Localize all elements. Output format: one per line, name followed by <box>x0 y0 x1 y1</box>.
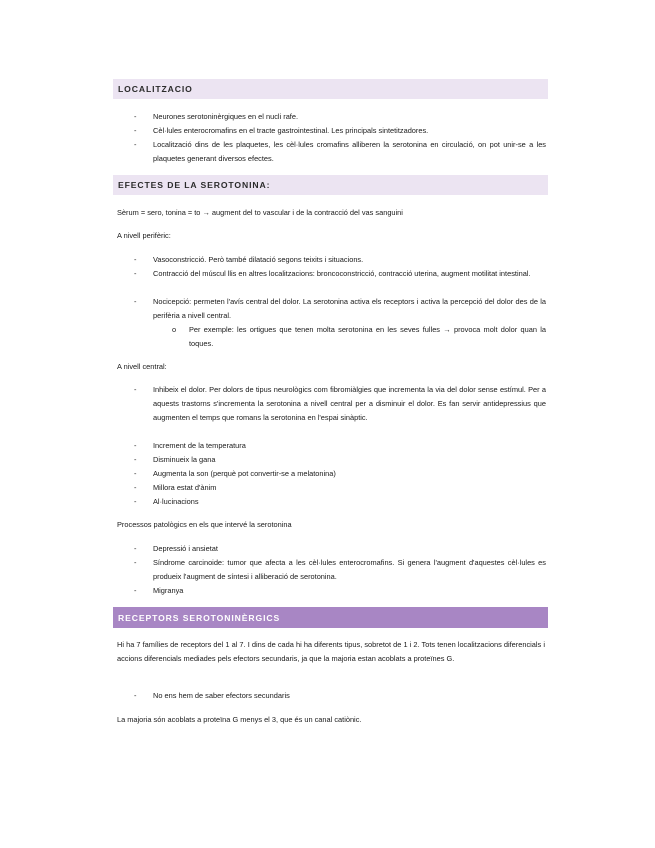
list-item: Millora estat d'ànim <box>153 483 217 492</box>
bullet: - <box>134 297 137 306</box>
list-item: Neurones serotoninèrgiques en el nucli rafe. <box>153 112 299 121</box>
list-item: Augmenta la son (perquè pot convertir-se a melatonina) <box>153 469 336 478</box>
etymology-text: Sèrum = sero, tonina = to <box>117 208 203 217</box>
example-text: provoca molt dolor quan la toques. <box>189 325 546 348</box>
sub-list-item <box>189 323 546 351</box>
etymology-text: augment del to vascular i de la contracció del vas sanguini <box>209 208 403 217</box>
subheading-patologics: Processos patològics en els que intervé la serotonina <box>117 520 292 529</box>
list-item: Síndrome carcinoide: tumor que afecta a les cèl·lules enterocromafins. Si genera l'augment d'aquestes cèl·lules es produeix l'augment de síntesi i alliberació de serotonina. <box>153 558 546 581</box>
example-text: Per exemple: les ortigues que tenen molta serotonina en les seves fulles <box>189 325 444 334</box>
list-item: Migranya <box>153 586 184 595</box>
bullet: - <box>134 497 137 506</box>
bullet: - <box>134 483 137 492</box>
bullet: - <box>134 112 137 121</box>
list-item: Al·lucinacions <box>153 497 199 506</box>
bullet: - <box>134 455 137 464</box>
section-header-receptors <box>113 607 548 628</box>
arrow-right-icon: → <box>443 325 451 334</box>
bullet: - <box>134 441 137 450</box>
list-item: Localització dins de les plaquetes, les cèl·lules cromafins alliberen la serotonina en circulació, on pot unir-se a les plaquetes generant diversos efectes. <box>153 140 546 163</box>
bullet: - <box>134 140 137 149</box>
etymology-line <box>117 206 403 220</box>
bullet: - <box>134 269 137 278</box>
subheading-periferic: A nivell perifèric: <box>117 231 171 240</box>
section-title: LOCALITZACIO <box>118 84 193 94</box>
list-item: Inhibeix el dolor. Per dolors de tipus neurològics com fibromiàlgies que incrementa la via del dolor sense estímul. Per a aquests trastorns s'incrementa la serotonina a nivell central per a disminuir el dolor. Es fan servir antidepressius que augmenten el temps que romans la serotonina en l'espai sinàptic. <box>153 385 546 422</box>
list-item: Contracció del múscul llis en altres localitzacions: broncoconstricció, contracció uterina, augment motilitat intestinal. <box>153 269 531 278</box>
list-item: Cèl·lules enterocromafins en el tracte gastrointestinal. Les principals sintetitzadores. <box>153 126 429 135</box>
bullet: - <box>134 586 137 595</box>
bullet: - <box>134 126 137 135</box>
bullet: - <box>134 255 137 264</box>
sub-bullet: o <box>172 325 177 334</box>
bullet: - <box>134 385 137 394</box>
arrow-right-icon: → <box>202 208 210 217</box>
list-item: Increment de la temperatura <box>153 441 246 450</box>
section-title: EFECTES DE LA SEROTONINA: <box>118 180 271 190</box>
list-item: Vasoconstricció. Però també dilatació segons teixits i situacions. <box>153 255 364 264</box>
list-item: No ens hem de saber efectors secundaris <box>153 691 290 700</box>
bullet: - <box>134 558 137 567</box>
section-header-efectes <box>113 175 548 195</box>
bullet: - <box>134 691 137 700</box>
receptors-paragraph: Hi ha 7 famílies de receptors del 1 al 7. I dins de cada hi ha diferents tipus, sobretot de 1 i 2. Tots tenen localitzacions diferencials i accions diferencials mediades pels efectors secundaris, ja que la majoria estan acoblats a proteïnes G. <box>117 640 545 663</box>
bullet: - <box>134 544 137 553</box>
section-title: RECEPTORS SEROTONINÈRGICS <box>118 612 281 623</box>
list-item: Depressió i ansietat <box>153 544 218 553</box>
subheading-central: A nivell central: <box>117 362 167 371</box>
list-item: Nocicepció: permeten l'avís central del dolor. La serotonina activa els receptors i activa la percepció del dolor des de la perifèria a nivell central. <box>153 297 546 320</box>
bullet: - <box>134 469 137 478</box>
section-header-localitzacio <box>113 79 548 99</box>
receptors-final-line: La majoria són acoblats a proteïna G menys el 3, que és un canal catiònic. <box>117 715 362 724</box>
list-item: Disminueix la gana <box>153 455 216 464</box>
